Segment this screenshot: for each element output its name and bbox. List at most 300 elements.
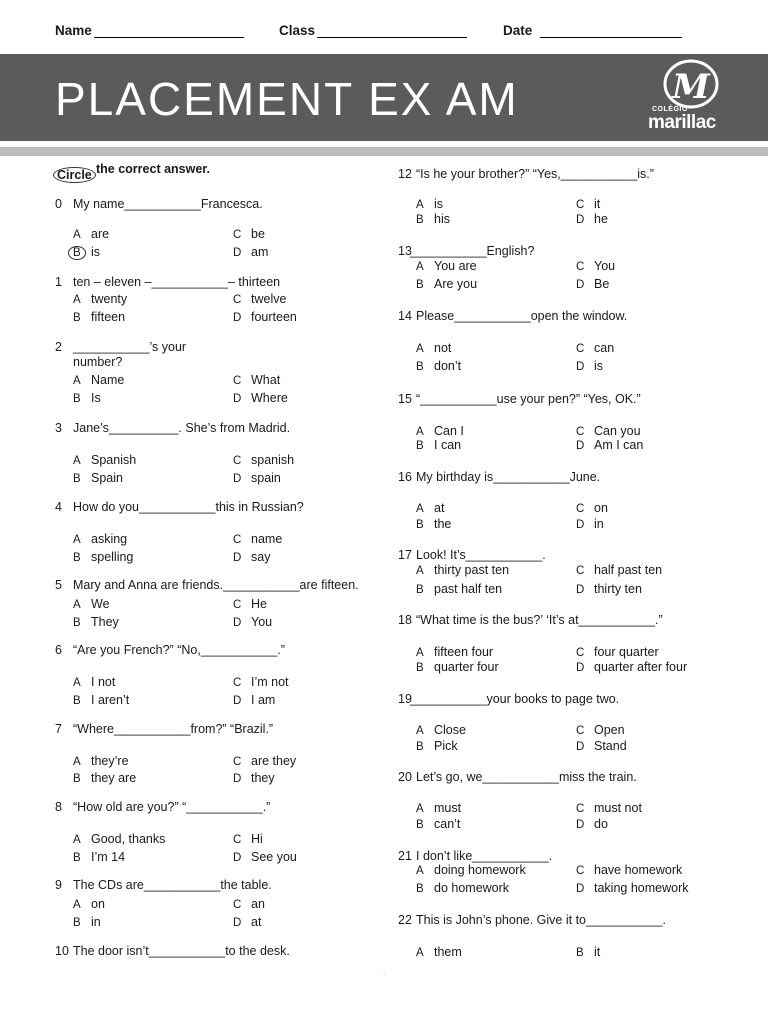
option-value: can’t bbox=[434, 817, 461, 831]
date-line[interactable] bbox=[540, 23, 682, 38]
option-letter: B bbox=[416, 883, 424, 895]
option-letter: C bbox=[233, 375, 242, 387]
option-value: past half ten bbox=[434, 582, 503, 596]
option-letter: A bbox=[73, 599, 81, 611]
option-b[interactable] bbox=[73, 693, 129, 707]
question-text: I don’t like___________. bbox=[416, 849, 553, 863]
option-c[interactable] bbox=[576, 863, 682, 877]
option-c[interactable] bbox=[576, 645, 659, 659]
option-value: What bbox=[251, 373, 281, 387]
option-letter-box bbox=[233, 834, 251, 846]
option-d[interactable] bbox=[233, 550, 270, 564]
option-d[interactable] bbox=[233, 693, 275, 707]
option-letter: B bbox=[73, 773, 81, 785]
option-letter: D bbox=[233, 773, 242, 785]
option-c[interactable] bbox=[233, 675, 289, 689]
option-a[interactable] bbox=[416, 424, 464, 438]
option-value: Pick bbox=[434, 739, 458, 753]
question-text: “Is he your brother?” “Yes,___________is.” bbox=[416, 167, 654, 181]
option-b[interactable] bbox=[73, 850, 125, 864]
option-a[interactable] bbox=[416, 501, 444, 515]
option-letter: A bbox=[416, 565, 424, 577]
option-value: asking bbox=[91, 532, 128, 546]
option-c[interactable] bbox=[233, 897, 265, 911]
option-letter-box bbox=[416, 343, 434, 355]
option-a[interactable] bbox=[416, 197, 443, 211]
option-letter: A bbox=[73, 455, 81, 467]
option-value: are bbox=[91, 227, 110, 241]
option-letter: D bbox=[576, 361, 585, 373]
option-letter: C bbox=[576, 503, 585, 515]
option-value: do homework bbox=[434, 881, 510, 895]
option-c[interactable] bbox=[576, 424, 641, 438]
option-letter-box bbox=[576, 803, 594, 815]
option-letter-box bbox=[73, 773, 91, 785]
option-c[interactable] bbox=[233, 597, 267, 611]
option-value: See you bbox=[251, 850, 297, 864]
option-b[interactable] bbox=[416, 881, 509, 895]
option-value: in bbox=[91, 915, 101, 929]
question-text: ten – eleven –___________– thirteen bbox=[73, 275, 281, 289]
option-c[interactable] bbox=[576, 341, 614, 355]
option-b[interactable] bbox=[416, 582, 502, 596]
option-value: I not bbox=[91, 675, 116, 689]
question-number: 4 bbox=[55, 500, 62, 514]
option-a[interactable] bbox=[73, 597, 110, 611]
option-value: say bbox=[251, 550, 271, 564]
option-c[interactable] bbox=[576, 563, 662, 577]
option-letter: B bbox=[73, 552, 81, 564]
question-number: 0 bbox=[55, 197, 62, 211]
option-letter-box bbox=[233, 677, 251, 689]
option-a[interactable] bbox=[73, 227, 109, 241]
option-letter-box bbox=[73, 834, 91, 846]
option-value: thirty ten bbox=[594, 582, 642, 596]
option-letter-box bbox=[576, 361, 594, 373]
option-value: Close bbox=[434, 723, 466, 737]
question-text: My birthday is___________June. bbox=[416, 470, 601, 484]
option-letter: C bbox=[233, 534, 242, 546]
question-text: ___________English? bbox=[410, 244, 535, 258]
name-line[interactable] bbox=[94, 23, 244, 38]
option-b[interactable] bbox=[73, 550, 133, 564]
option-value: They bbox=[91, 615, 119, 629]
option-letter-box bbox=[416, 947, 434, 959]
option-letter: C bbox=[576, 565, 585, 577]
option-letter: B bbox=[73, 393, 81, 405]
option-value: must bbox=[434, 801, 462, 815]
question-number: 14 bbox=[398, 309, 412, 323]
option-letter: B bbox=[416, 519, 424, 531]
option-a[interactable] bbox=[416, 945, 462, 959]
option-value: Stand bbox=[594, 739, 627, 753]
option-letter-box bbox=[233, 294, 251, 306]
option-letter-box bbox=[73, 599, 91, 611]
option-a[interactable] bbox=[416, 563, 509, 577]
option-letter: B bbox=[73, 695, 81, 707]
option-d[interactable] bbox=[576, 212, 608, 226]
option-letter-box bbox=[416, 584, 434, 596]
option-letter-box bbox=[576, 440, 594, 452]
option-c[interactable] bbox=[233, 453, 294, 467]
option-value: on bbox=[594, 501, 608, 515]
option-letter: A bbox=[416, 343, 424, 355]
option-letter-box bbox=[576, 647, 594, 659]
option-a[interactable] bbox=[416, 863, 526, 877]
option-c[interactable] bbox=[576, 801, 642, 815]
option-d[interactable] bbox=[576, 517, 604, 531]
option-d[interactable] bbox=[233, 850, 297, 864]
option-value: Am I can bbox=[594, 438, 644, 452]
question-number: 2 bbox=[55, 340, 62, 354]
option-letter: D bbox=[576, 440, 585, 452]
option-letter-box bbox=[416, 741, 434, 753]
option-value: four quarter bbox=[594, 645, 659, 659]
question-number: 10 bbox=[55, 944, 69, 958]
question-text: The door isn’t___________to the desk. bbox=[73, 944, 290, 958]
option-value: he bbox=[594, 212, 608, 226]
option-letter-box bbox=[73, 312, 91, 324]
option-letter: D bbox=[233, 473, 242, 485]
option-value: half past ten bbox=[594, 563, 663, 577]
option-letter: D bbox=[576, 279, 585, 291]
option-letter-box bbox=[233, 312, 251, 324]
question-number: 6 bbox=[55, 643, 62, 657]
option-c[interactable] bbox=[576, 197, 600, 211]
option-letter-box bbox=[416, 803, 434, 815]
question-text: Look! It’s___________. bbox=[416, 548, 546, 562]
option-value: He bbox=[251, 597, 267, 611]
option-letter: C bbox=[233, 677, 242, 689]
class-line[interactable] bbox=[317, 23, 467, 38]
option-value: they’re bbox=[91, 754, 129, 768]
option-value: they are bbox=[91, 771, 137, 785]
option-letter-box bbox=[416, 214, 434, 226]
option-letter: B bbox=[416, 819, 424, 831]
question-text: Mary and Anna are friends.___________are fifteen. bbox=[73, 578, 359, 592]
option-letter-box bbox=[233, 375, 251, 387]
option-letter: A bbox=[416, 803, 424, 815]
option-letter-box bbox=[576, 584, 594, 596]
question-number: 8 bbox=[55, 800, 62, 814]
question-number: 21 bbox=[398, 849, 412, 863]
option-value: You bbox=[251, 615, 273, 629]
option-letter: D bbox=[233, 917, 242, 929]
option-letter: A bbox=[416, 199, 424, 211]
option-a[interactable] bbox=[416, 801, 461, 815]
option-c[interactable] bbox=[233, 227, 265, 241]
option-b[interactable] bbox=[416, 212, 450, 226]
option-b[interactable] bbox=[416, 277, 477, 291]
option-letter: C bbox=[233, 229, 242, 241]
option-d[interactable] bbox=[233, 915, 261, 929]
option-letter: D bbox=[233, 852, 242, 864]
option-a[interactable] bbox=[416, 341, 451, 355]
option-letter: C bbox=[576, 803, 585, 815]
option-letter-box bbox=[576, 883, 594, 895]
option-d[interactable] bbox=[576, 739, 627, 753]
option-letter-box bbox=[576, 199, 594, 211]
option-c[interactable] bbox=[576, 723, 625, 737]
option-letter: D bbox=[576, 519, 585, 531]
option-c[interactable] bbox=[233, 292, 286, 306]
option-letter-box bbox=[416, 361, 434, 373]
date-label: Date bbox=[503, 23, 533, 38]
footer-mark: . bbox=[383, 967, 386, 976]
option-letter-box bbox=[73, 756, 91, 768]
option-value: I’m 14 bbox=[91, 850, 126, 864]
option-letter-box bbox=[233, 617, 251, 629]
option-value: Name bbox=[91, 373, 125, 387]
option-letter: C bbox=[576, 261, 585, 273]
option-letter: D bbox=[576, 883, 585, 895]
option-a[interactable] bbox=[73, 832, 165, 846]
option-letter-box bbox=[416, 565, 434, 577]
option-d[interactable] bbox=[233, 771, 275, 785]
option-letter-box bbox=[73, 617, 91, 629]
option-letter: A bbox=[416, 947, 424, 959]
option-value: am bbox=[251, 245, 269, 259]
option-d[interactable] bbox=[233, 471, 281, 485]
option-letter: A bbox=[73, 534, 81, 546]
option-a[interactable] bbox=[73, 675, 115, 689]
option-letter-box bbox=[233, 899, 251, 911]
option-letter-box bbox=[416, 662, 434, 674]
option-letter-box bbox=[233, 229, 251, 241]
name-field[interactable] bbox=[55, 23, 244, 38]
option-value: an bbox=[251, 897, 265, 911]
divider-stripe bbox=[0, 147, 768, 156]
option-d[interactable] bbox=[576, 881, 689, 895]
option-letter-box bbox=[233, 917, 251, 929]
option-b[interactable] bbox=[576, 945, 600, 959]
option-c[interactable] bbox=[233, 832, 263, 846]
option-value: fifteen four bbox=[434, 645, 494, 659]
option-letter: C bbox=[576, 725, 585, 737]
option-letter-box bbox=[416, 883, 434, 895]
option-d[interactable] bbox=[233, 391, 288, 405]
option-letter: A bbox=[416, 725, 424, 737]
option-a[interactable] bbox=[73, 532, 127, 546]
option-letter: B bbox=[416, 584, 424, 596]
option-letter: B bbox=[73, 917, 81, 929]
option-letter-box bbox=[233, 599, 251, 611]
option-c[interactable] bbox=[233, 754, 296, 768]
option-letter: A bbox=[73, 677, 81, 689]
option-letter: C bbox=[576, 647, 585, 659]
option-b[interactable] bbox=[73, 615, 119, 629]
option-d[interactable] bbox=[233, 245, 268, 259]
option-letter-box bbox=[576, 662, 594, 674]
logo-name: marillac bbox=[648, 112, 716, 133]
option-value: Can you bbox=[594, 424, 641, 438]
question-text: The CDs are___________the table. bbox=[73, 878, 272, 892]
option-letter: C bbox=[576, 199, 585, 211]
option-d[interactable] bbox=[576, 359, 603, 373]
option-letter-box bbox=[233, 455, 251, 467]
option-value: You are bbox=[434, 259, 477, 273]
option-value: fifteen bbox=[91, 310, 126, 324]
question-number: 3 bbox=[55, 421, 62, 435]
option-letter-box bbox=[73, 393, 91, 405]
option-a[interactable] bbox=[73, 754, 129, 768]
option-value: they bbox=[251, 771, 275, 785]
option-letter: C bbox=[576, 865, 585, 877]
option-letter-box bbox=[416, 261, 434, 273]
option-d[interactable] bbox=[576, 660, 687, 674]
option-letter: B bbox=[416, 279, 424, 291]
option-letter-box bbox=[576, 565, 594, 577]
option-a[interactable] bbox=[73, 897, 105, 911]
option-a[interactable] bbox=[73, 453, 136, 467]
option-value: don’t bbox=[434, 359, 462, 373]
option-letter: C bbox=[233, 834, 242, 846]
option-value: thirty past ten bbox=[434, 563, 510, 577]
option-letter: D bbox=[233, 695, 242, 707]
page-title: PLACEMENT EX AM bbox=[55, 73, 519, 125]
option-letter: C bbox=[233, 599, 242, 611]
option-d[interactable] bbox=[576, 817, 608, 831]
option-c[interactable] bbox=[233, 373, 280, 387]
option-letter: D bbox=[576, 741, 585, 753]
option-letter: D bbox=[576, 584, 585, 596]
option-value: is bbox=[594, 359, 604, 373]
option-value: We bbox=[91, 597, 110, 611]
question-text: How do you___________this in Russian? bbox=[73, 500, 304, 514]
option-d[interactable] bbox=[576, 582, 642, 596]
option-d[interactable] bbox=[233, 310, 297, 324]
option-value: twenty bbox=[91, 292, 128, 306]
option-letter-box bbox=[233, 534, 251, 546]
option-d[interactable] bbox=[233, 615, 272, 629]
option-value: I can bbox=[434, 438, 462, 452]
title-banner bbox=[0, 54, 768, 141]
option-letter: C bbox=[233, 756, 242, 768]
option-value: it bbox=[594, 945, 601, 959]
option-letter-box bbox=[233, 393, 251, 405]
question-text: My name___________Francesca. bbox=[73, 197, 263, 211]
option-letter-box bbox=[576, 947, 594, 959]
option-d[interactable] bbox=[576, 277, 609, 291]
option-letter: A bbox=[73, 294, 81, 306]
option-b[interactable] bbox=[73, 245, 100, 260]
option-value: Is bbox=[91, 391, 101, 405]
option-value: must not bbox=[594, 801, 642, 815]
option-letter: A bbox=[416, 426, 424, 438]
option-letter: B bbox=[73, 473, 81, 485]
option-d[interactable] bbox=[576, 438, 643, 452]
option-letter-box bbox=[73, 552, 91, 564]
option-letter: A bbox=[73, 375, 81, 387]
option-value: You bbox=[594, 259, 616, 273]
question-number: 17 bbox=[398, 548, 412, 562]
option-letter-box bbox=[73, 375, 91, 387]
option-b[interactable] bbox=[73, 391, 101, 405]
option-b[interactable] bbox=[416, 438, 461, 452]
option-letter: B bbox=[73, 852, 81, 864]
option-letter-box bbox=[416, 819, 434, 831]
option-c[interactable] bbox=[576, 501, 608, 515]
option-value: is bbox=[434, 197, 444, 211]
option-a[interactable] bbox=[73, 373, 124, 387]
class-label: Class bbox=[279, 23, 316, 38]
name-label: Name bbox=[55, 23, 92, 38]
option-letter-box bbox=[233, 852, 251, 864]
option-b[interactable] bbox=[73, 471, 123, 485]
question-number: 9 bbox=[55, 878, 62, 892]
option-letter: D bbox=[233, 393, 242, 405]
logo-initials: M bbox=[672, 67, 710, 107]
option-letter: B bbox=[416, 741, 424, 753]
option-a[interactable] bbox=[416, 259, 477, 273]
option-letter-box bbox=[233, 473, 251, 485]
question-number: 16 bbox=[398, 470, 412, 484]
option-value: is bbox=[91, 245, 101, 259]
option-letter: A bbox=[416, 865, 424, 877]
option-letter: A bbox=[73, 834, 81, 846]
option-letter-box bbox=[73, 534, 91, 546]
option-letter: A bbox=[416, 647, 424, 659]
question-text: “Are you French?” “No,___________.” bbox=[73, 643, 285, 657]
option-letter: A bbox=[73, 229, 81, 241]
option-letter: A bbox=[73, 756, 81, 768]
logo-sub: COLÉGIO bbox=[652, 106, 688, 113]
option-letter: B bbox=[416, 440, 424, 452]
question-number: 18 bbox=[398, 613, 412, 627]
option-letter: A bbox=[416, 503, 424, 515]
question-text: Jane’s__________. She’s from Madrid. bbox=[73, 421, 291, 435]
option-b[interactable] bbox=[416, 739, 458, 753]
option-b[interactable] bbox=[73, 771, 136, 785]
date-field[interactable] bbox=[503, 23, 682, 38]
option-letter-box bbox=[73, 852, 91, 864]
option-value: Spanish bbox=[91, 453, 137, 467]
question-text: ___________your books to page two. bbox=[410, 692, 620, 706]
option-c[interactable] bbox=[233, 532, 282, 546]
option-a[interactable] bbox=[73, 292, 127, 306]
option-letter-box bbox=[73, 473, 91, 485]
option-value: Can I bbox=[434, 424, 464, 438]
class-field[interactable] bbox=[279, 23, 467, 38]
option-b[interactable] bbox=[73, 310, 125, 324]
option-letter-box bbox=[233, 756, 251, 768]
option-letter: C bbox=[233, 455, 242, 467]
option-a[interactable] bbox=[416, 645, 493, 659]
option-b[interactable] bbox=[416, 817, 460, 831]
option-value: are they bbox=[251, 754, 297, 768]
option-letter: C bbox=[576, 343, 585, 355]
option-letter-box bbox=[576, 503, 594, 515]
option-letter: B bbox=[68, 246, 86, 260]
option-value: I’m not bbox=[251, 675, 289, 689]
option-value: Spain bbox=[91, 471, 123, 485]
option-a[interactable] bbox=[416, 723, 466, 737]
option-b[interactable] bbox=[416, 517, 451, 531]
option-b[interactable] bbox=[73, 915, 101, 929]
option-letter-box bbox=[73, 246, 91, 260]
option-c[interactable] bbox=[576, 259, 615, 273]
option-value: can bbox=[594, 341, 615, 355]
option-value: doing homework bbox=[434, 863, 526, 877]
option-letter-box bbox=[576, 741, 594, 753]
option-value: his bbox=[434, 212, 450, 226]
option-b[interactable] bbox=[416, 660, 499, 674]
option-letter: B bbox=[416, 214, 424, 226]
option-b[interactable] bbox=[416, 359, 461, 373]
option-letter: D bbox=[576, 662, 585, 674]
option-letter: D bbox=[233, 552, 242, 564]
option-value: them bbox=[434, 945, 462, 959]
